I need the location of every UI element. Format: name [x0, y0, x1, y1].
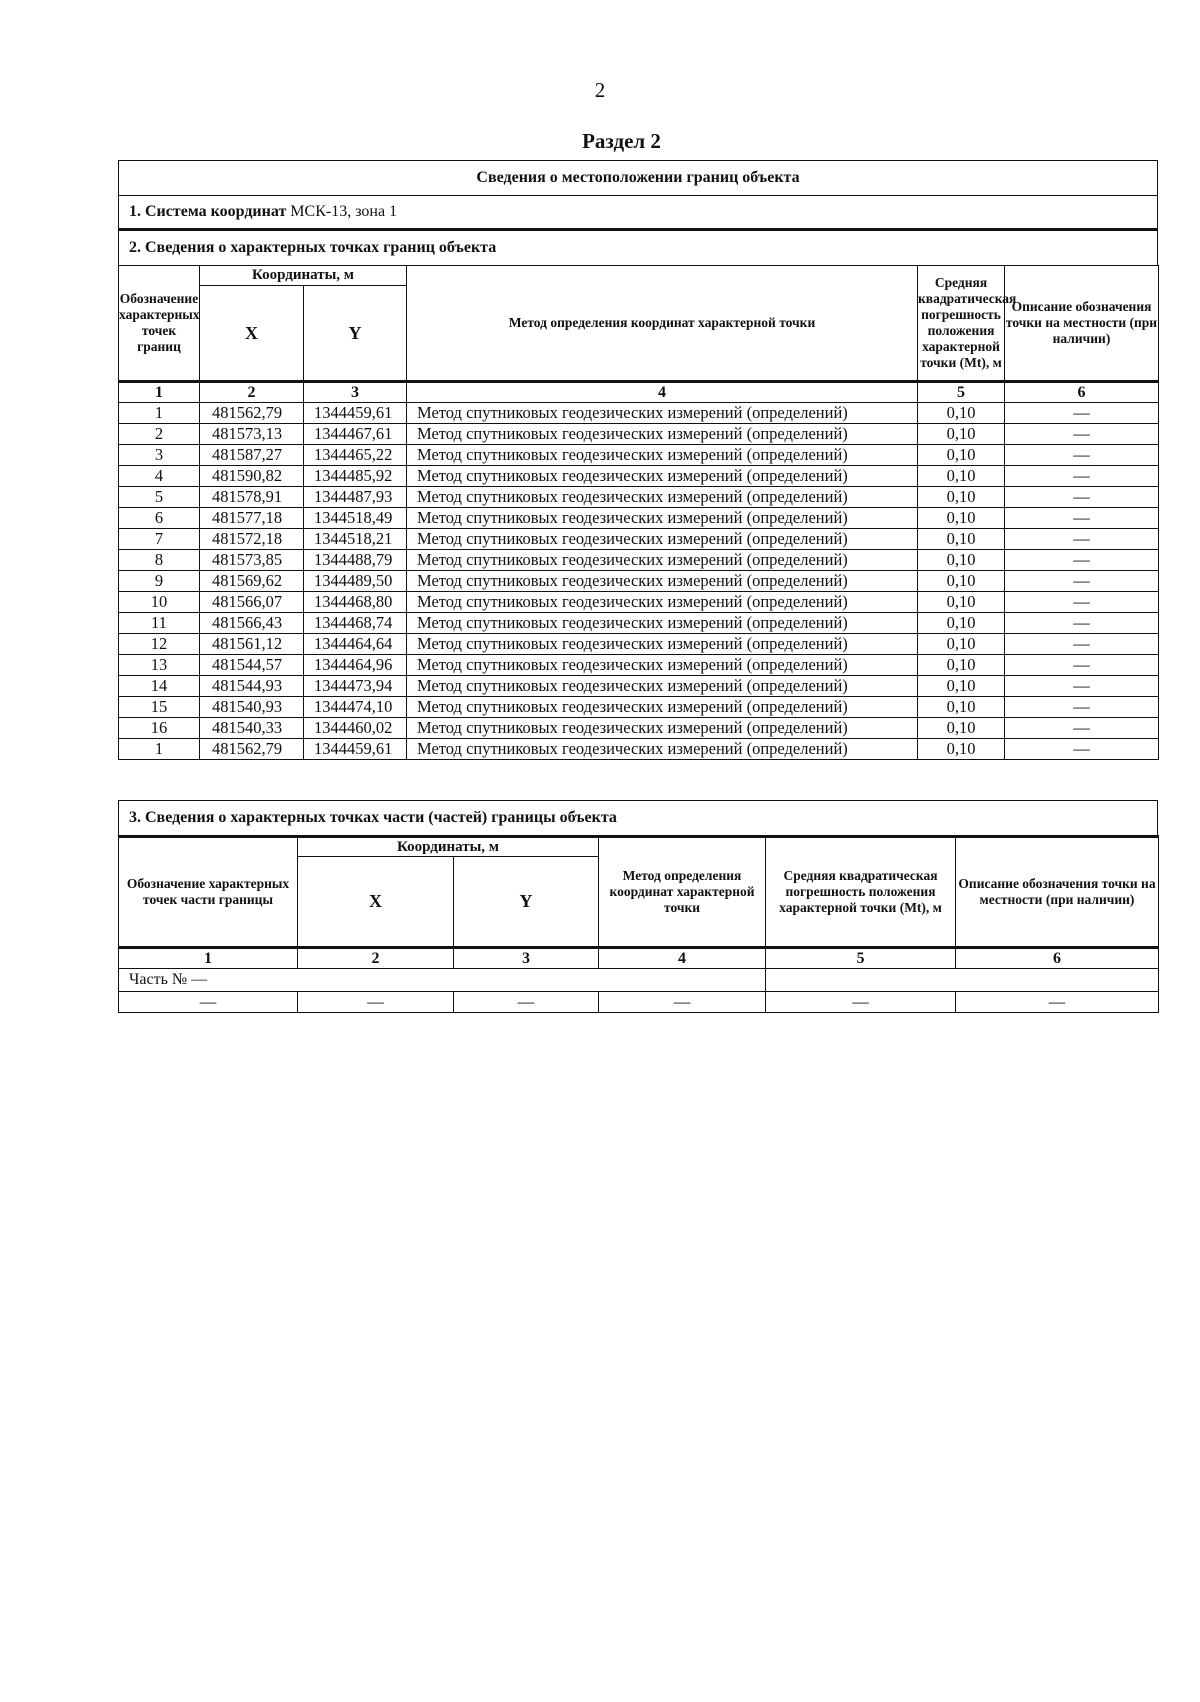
coord-y: 1344459,61: [304, 402, 407, 423]
coord-x: 481587,27: [200, 444, 304, 465]
block-title: Сведения о местоположении границ объекта: [119, 161, 1158, 196]
description-cell: —: [1005, 612, 1159, 633]
description-cell: —: [1005, 528, 1159, 549]
column-number: 1: [119, 381, 200, 402]
table-cell: —: [119, 991, 298, 1012]
error-cell: 0,10: [918, 717, 1005, 738]
error-cell: 0,10: [918, 675, 1005, 696]
coord-x: 481577,18: [200, 507, 304, 528]
table-row: [119, 717, 1159, 738]
coord-y: 1344468,74: [304, 612, 407, 633]
col-header-y: Y: [304, 285, 407, 381]
page-number: 2: [594, 78, 606, 102]
coord-x: 481544,93: [200, 675, 304, 696]
coord-x: 481561,12: [200, 633, 304, 654]
part-caption-table: [118, 800, 1158, 836]
table-row: [119, 675, 1159, 696]
coord-x: 481562,79: [200, 738, 304, 759]
coord-x: 481578,91: [200, 486, 304, 507]
column-number: 6: [956, 947, 1159, 968]
column-number: 4: [407, 381, 918, 402]
point-number: 13: [119, 654, 200, 675]
method-cell: Метод спутниковых геодезических измерений (определений): [407, 465, 918, 486]
column-number: 6: [1005, 381, 1159, 402]
table-cell: —: [599, 991, 766, 1012]
coord-y: 1344465,22: [304, 444, 407, 465]
points-body: [119, 402, 1159, 759]
table-cell: —: [956, 991, 1159, 1012]
coord-x: 481573,13: [200, 423, 304, 444]
method-cell: Метод спутниковых геодезических измерений (определений): [407, 549, 918, 570]
error-cell: 0,10: [918, 423, 1005, 444]
error-cell: 0,10: [918, 444, 1005, 465]
table-row: [119, 654, 1159, 675]
error-cell: 0,10: [918, 633, 1005, 654]
description-cell: —: [1005, 402, 1159, 423]
coord-y: 1344489,50: [304, 570, 407, 591]
error-cell: 0,10: [918, 549, 1005, 570]
points-caption: 2. Сведения о характерных точках границ объекта: [119, 230, 1158, 266]
method-cell: Метод спутниковых геодезических измерений (определений): [407, 696, 918, 717]
error-cell: 0,10: [918, 696, 1005, 717]
error-cell: 0,10: [918, 528, 1005, 549]
description-cell: —: [1005, 507, 1159, 528]
method-cell: Метод спутниковых геодезических измерений (определений): [407, 717, 918, 738]
method-cell: Метод спутниковых геодезических измерений (определений): [407, 402, 918, 423]
column-number: 5: [918, 381, 1005, 402]
table-row: [119, 528, 1159, 549]
point-number: 4: [119, 465, 200, 486]
error-cell: 0,10: [918, 402, 1005, 423]
method-cell: Метод спутниковых геодезических измерений (определений): [407, 423, 918, 444]
coord-y: 1344473,94: [304, 675, 407, 696]
error-cell: 0,10: [918, 465, 1005, 486]
part-caption: 3. Сведения о характерных точках части (частей) границы объекта: [119, 801, 1158, 836]
coord-x: 481590,82: [200, 465, 304, 486]
point-number: 16: [119, 717, 200, 738]
coord-y: 1344468,80: [304, 591, 407, 612]
part-label-empty: [766, 968, 1159, 991]
boundary-header-table: [118, 160, 1158, 266]
coord-x: 481562,79: [200, 402, 304, 423]
point-number: 10: [119, 591, 200, 612]
part-col-header-coords: Координаты, м: [298, 836, 599, 856]
method-cell: Метод спутниковых геодезических измерений (определений): [407, 486, 918, 507]
table-row: [119, 738, 1159, 759]
column-number: 2: [200, 381, 304, 402]
error-cell: 0,10: [918, 738, 1005, 759]
column-number: 4: [599, 947, 766, 968]
description-cell: —: [1005, 717, 1159, 738]
boundary-part-block: [118, 800, 1158, 1013]
point-number: 12: [119, 633, 200, 654]
error-cell: 0,10: [918, 654, 1005, 675]
table-row: [119, 507, 1159, 528]
coord-y: 1344459,61: [304, 738, 407, 759]
table-row: [119, 549, 1159, 570]
coord-x: 481572,18: [200, 528, 304, 549]
point-number: 11: [119, 612, 200, 633]
method-cell: Метод спутниковых геодезических измерений (определений): [407, 654, 918, 675]
coord-x: 481540,93: [200, 696, 304, 717]
table-row: [119, 423, 1159, 444]
coordinate-system-label: 1. Система координат: [129, 203, 287, 220]
coord-x: 481566,07: [200, 591, 304, 612]
part-col-header-method: Метод определения координат характерной точки: [599, 836, 766, 947]
coordinate-system: [119, 196, 1158, 230]
part-column-number-row: [119, 947, 1159, 968]
col-header-method: Метод определения координат характерной точки: [407, 265, 918, 381]
error-cell: 0,10: [918, 486, 1005, 507]
description-cell: —: [1005, 591, 1159, 612]
column-number: 5: [766, 947, 956, 968]
table-row: [119, 465, 1159, 486]
point-number: 9: [119, 570, 200, 591]
method-cell: Метод спутниковых геодезических измерений (определений): [407, 591, 918, 612]
description-cell: —: [1005, 738, 1159, 759]
method-cell: Метод спутниковых геодезических измерений (определений): [407, 738, 918, 759]
col-header-coords: Координаты, м: [200, 265, 407, 285]
part-col-header-x: X: [298, 856, 454, 947]
method-cell: Метод спутниковых геодезических измерений (определений): [407, 675, 918, 696]
point-number: 8: [119, 549, 200, 570]
point-number: 6: [119, 507, 200, 528]
description-cell: —: [1005, 696, 1159, 717]
column-number: 3: [454, 947, 599, 968]
description-cell: —: [1005, 465, 1159, 486]
description-cell: —: [1005, 549, 1159, 570]
coord-y: 1344474,10: [304, 696, 407, 717]
point-number: 15: [119, 696, 200, 717]
method-cell: Метод спутниковых геодезических измерений (определений): [407, 612, 918, 633]
table-cell: —: [454, 991, 599, 1012]
table-row: [119, 591, 1159, 612]
part-label: Часть № —: [119, 968, 766, 991]
description-cell: —: [1005, 633, 1159, 654]
col-header-designation: Обозначение характерных точек границ: [119, 265, 200, 381]
coord-y: 1344518,49: [304, 507, 407, 528]
table-row: [119, 444, 1159, 465]
part-points-table: [118, 835, 1159, 1013]
column-number: 3: [304, 381, 407, 402]
section-title: Раздел 2: [582, 129, 661, 153]
point-number: 14: [119, 675, 200, 696]
coord-y: 1344460,02: [304, 717, 407, 738]
part-col-header-error: Средняя квадратическая погрешность положения характерной точки (Mt), м: [766, 836, 956, 947]
table-row: [119, 633, 1159, 654]
error-cell: 0,10: [918, 612, 1005, 633]
method-cell: Метод спутниковых геодезических измерений (определений): [407, 528, 918, 549]
coord-x: 481566,43: [200, 612, 304, 633]
method-cell: Метод спутниковых геодезических измерений (определений): [407, 570, 918, 591]
table-row: [119, 696, 1159, 717]
coord-y: 1344485,92: [304, 465, 407, 486]
coord-x: 481544,57: [200, 654, 304, 675]
coord-y: 1344467,61: [304, 423, 407, 444]
description-cell: —: [1005, 570, 1159, 591]
part-empty-row: [119, 991, 1159, 1012]
coord-x: 481540,33: [200, 717, 304, 738]
column-number: 2: [298, 947, 454, 968]
error-cell: 0,10: [918, 591, 1005, 612]
part-col-header-designation: Обозначение характерных точек части границы: [119, 836, 298, 947]
table-row: [119, 612, 1159, 633]
method-cell: Метод спутниковых геодезических измерений (определений): [407, 507, 918, 528]
description-cell: —: [1005, 444, 1159, 465]
description-cell: —: [1005, 486, 1159, 507]
coord-y: 1344464,64: [304, 633, 407, 654]
col-header-description: Описание обозначения точки на местности (при наличии): [1005, 265, 1159, 381]
column-number: 1: [119, 947, 298, 968]
part-col-header-y: Y: [454, 856, 599, 947]
error-cell: 0,10: [918, 570, 1005, 591]
boundary-location-block: [118, 160, 1158, 760]
column-number-row: [119, 381, 1159, 402]
point-number: 1: [119, 402, 200, 423]
table-cell: —: [298, 991, 454, 1012]
table-row: [119, 402, 1159, 423]
col-header-error: Средняя квадратическая погрешность положения характерной точки (Mt), м: [918, 265, 1005, 381]
method-cell: Метод спутниковых геодезических измерений (определений): [407, 633, 918, 654]
coord-y: 1344518,21: [304, 528, 407, 549]
part-col-header-description: Описание обозначения точки на местности (при наличии): [956, 836, 1159, 947]
boundary-points-table: [118, 265, 1159, 760]
col-header-x: X: [200, 285, 304, 381]
coord-x: 481569,62: [200, 570, 304, 591]
method-cell: Метод спутниковых геодезических измерений (определений): [407, 444, 918, 465]
coord-y: 1344488,79: [304, 549, 407, 570]
point-number: 7: [119, 528, 200, 549]
description-cell: —: [1005, 675, 1159, 696]
coord-y: 1344487,93: [304, 486, 407, 507]
point-number: 1: [119, 738, 200, 759]
error-cell: 0,10: [918, 507, 1005, 528]
coord-x: 481573,85: [200, 549, 304, 570]
table-row: [119, 486, 1159, 507]
point-number: 2: [119, 423, 200, 444]
coordinate-system-value: МСК-13, зона 1: [286, 203, 398, 220]
table-cell: —: [766, 991, 956, 1012]
point-number: 5: [119, 486, 200, 507]
description-cell: —: [1005, 654, 1159, 675]
part-label-row: [119, 968, 1159, 991]
table-row: [119, 570, 1159, 591]
coord-y: 1344464,96: [304, 654, 407, 675]
description-cell: —: [1005, 423, 1159, 444]
point-number: 3: [119, 444, 200, 465]
